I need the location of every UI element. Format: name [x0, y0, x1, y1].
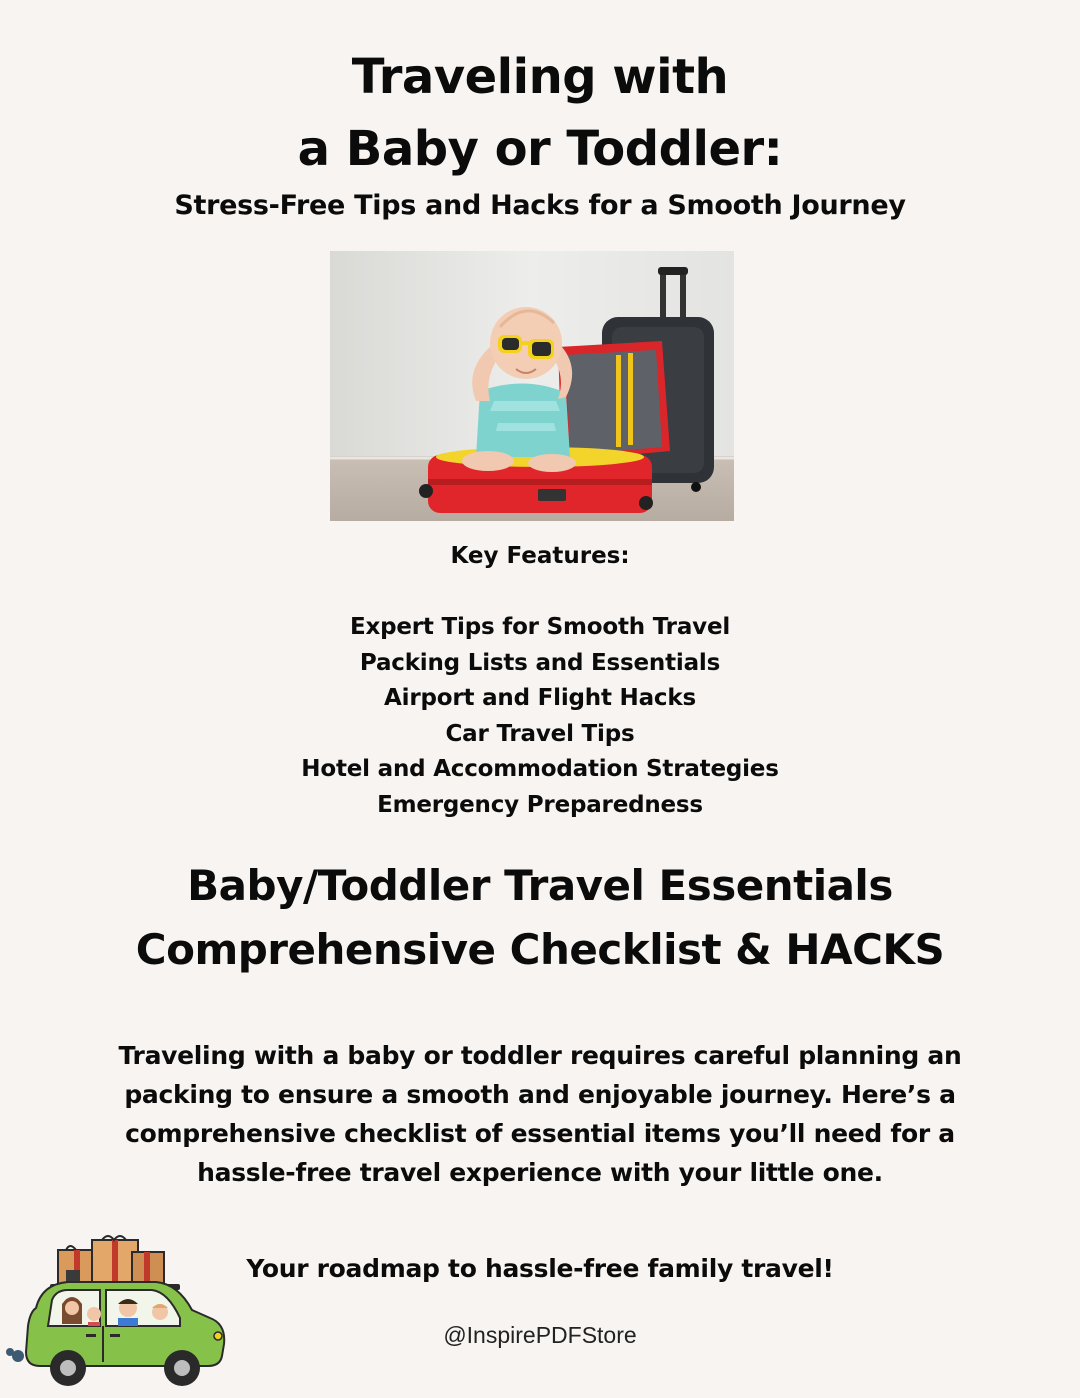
list-item: Expert Tips for Smooth Travel: [349, 614, 731, 640]
checklist-heading-line1: Baby/Toddler Travel Essentials: [187, 861, 893, 910]
key-features-heading: Key Features:: [450, 543, 630, 569]
family-car-icon: [6, 1234, 230, 1396]
list-item: Hotel and Accommodation Strategies: [301, 756, 779, 783]
list-item: Emergency Preparedness: [377, 791, 703, 818]
key-features-list: [0, 610, 1080, 824]
page-subtitle: Stress-Free Tips and Hacks for a Smooth Journey: [174, 190, 906, 221]
baby-on-suitcase-photo: [330, 251, 734, 521]
page-title-line1: Traveling with: [351, 49, 729, 105]
list-item: Airport and Flight Hacks: [384, 685, 696, 712]
intro-paragraph: Traveling with a baby or toddler requires careful planning an packing to ensure a smooth and enjoyable journey. Here’s a comprehensive checklist of essential items you’ll need for a hassle-free travel experience with your little one.: [118, 1041, 962, 1187]
checklist-heading-line2: Comprehensive Checklist & HACKS: [135, 925, 945, 974]
store-handle: @InspirePDFStore: [443, 1322, 637, 1348]
page-title-line2: a Baby or Toddler:: [297, 121, 783, 177]
tagline: Your roadmap to hassle-free family travel!: [246, 1254, 834, 1283]
list-item: Packing Lists and Essentials: [359, 649, 721, 676]
list-item: Car Travel Tips: [445, 720, 635, 747]
